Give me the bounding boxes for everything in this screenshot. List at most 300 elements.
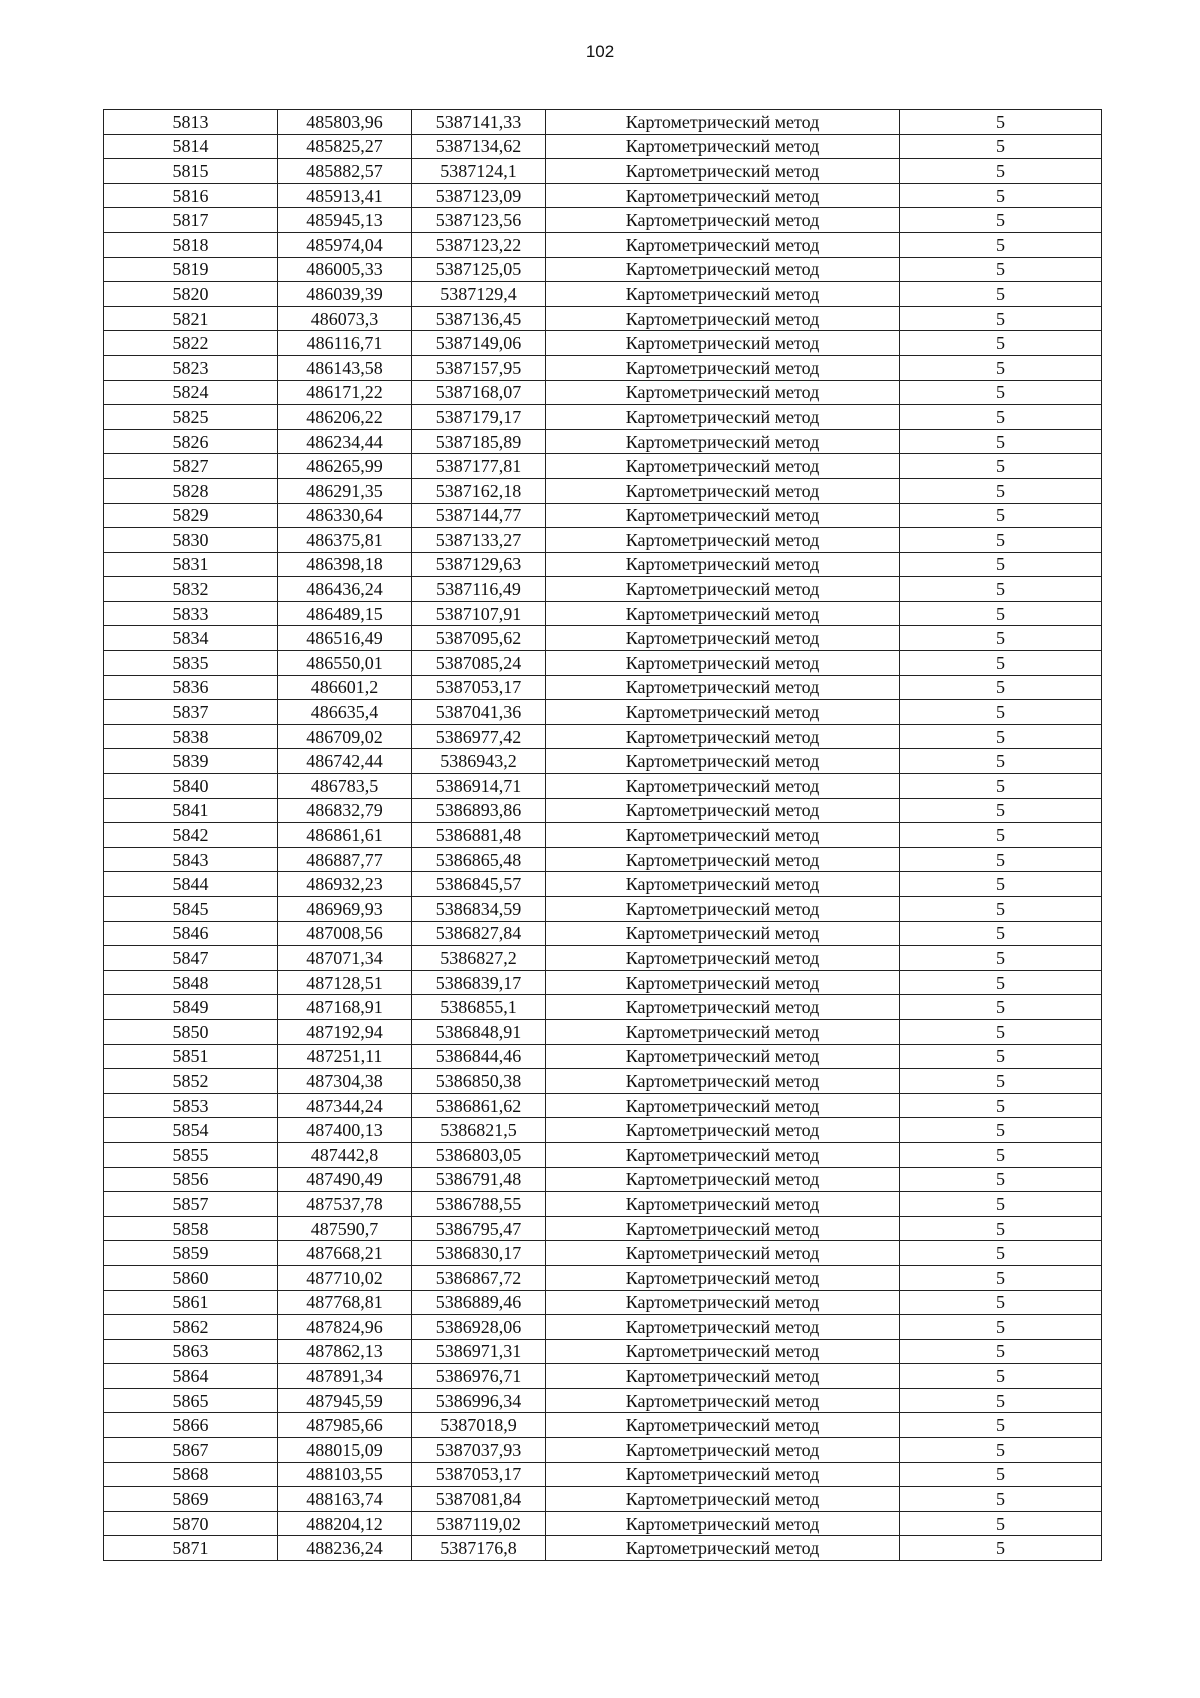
accuracy-cell: 5: [900, 626, 1102, 651]
table-row: [104, 134, 1102, 159]
accuracy-cell: 5: [900, 1069, 1102, 1094]
accuracy-cell: 5: [900, 1216, 1102, 1241]
y-coordinate-cell: 5387125,05: [412, 257, 546, 282]
method-cell: Картометрический метод: [546, 1315, 900, 1340]
accuracy-cell: 5: [900, 970, 1102, 995]
table-row: [104, 1388, 1102, 1413]
table-row: [104, 1364, 1102, 1389]
x-coordinate-cell: 488204,12: [278, 1511, 412, 1536]
accuracy-cell: 5: [900, 1487, 1102, 1512]
method-cell: Картометрический метод: [546, 208, 900, 233]
point-number-cell: 5836: [104, 675, 278, 700]
point-number-cell: 5816: [104, 183, 278, 208]
table-row: [104, 1536, 1102, 1561]
accuracy-cell: 5: [900, 183, 1102, 208]
x-coordinate-cell: 486550,01: [278, 651, 412, 676]
x-coordinate-cell: 487891,34: [278, 1364, 412, 1389]
point-number-cell: 5824: [104, 380, 278, 405]
accuracy-cell: 5: [900, 601, 1102, 626]
table-row: [104, 897, 1102, 922]
table-row: [104, 921, 1102, 946]
method-cell: Картометрический метод: [546, 1118, 900, 1143]
accuracy-cell: 5: [900, 478, 1102, 503]
x-coordinate-cell: 486073,3: [278, 306, 412, 331]
y-coordinate-cell: 5387168,07: [412, 380, 546, 405]
point-number-cell: 5855: [104, 1142, 278, 1167]
method-cell: Картометрический метод: [546, 774, 900, 799]
table-row: [104, 872, 1102, 897]
point-number-cell: 5844: [104, 872, 278, 897]
x-coordinate-cell: 487710,02: [278, 1265, 412, 1290]
table-row: [104, 1265, 1102, 1290]
point-number-cell: 5843: [104, 847, 278, 872]
table-row: [104, 724, 1102, 749]
point-number-cell: 5817: [104, 208, 278, 233]
point-number-cell: 5823: [104, 355, 278, 380]
point-number-cell: 5825: [104, 405, 278, 430]
y-coordinate-cell: 5386844,46: [412, 1044, 546, 1069]
y-coordinate-cell: 5386827,84: [412, 921, 546, 946]
x-coordinate-cell: 487668,21: [278, 1241, 412, 1266]
x-coordinate-cell: 487128,51: [278, 970, 412, 995]
x-coordinate-cell: 485913,41: [278, 183, 412, 208]
accuracy-cell: 5: [900, 1019, 1102, 1044]
x-coordinate-cell: 487008,56: [278, 921, 412, 946]
accuracy-cell: 5: [900, 1167, 1102, 1192]
accuracy-cell: 5: [900, 159, 1102, 184]
accuracy-cell: 5: [900, 651, 1102, 676]
y-coordinate-cell: 5386881,48: [412, 823, 546, 848]
y-coordinate-cell: 5386850,38: [412, 1069, 546, 1094]
table-row: [104, 159, 1102, 184]
table-row: [104, 528, 1102, 553]
table-row: [104, 306, 1102, 331]
point-number-cell: 5848: [104, 970, 278, 995]
table-row: [104, 454, 1102, 479]
y-coordinate-cell: 5386977,42: [412, 724, 546, 749]
x-coordinate-cell: 486143,58: [278, 355, 412, 380]
x-coordinate-cell: 488236,24: [278, 1536, 412, 1561]
table-row: [104, 626, 1102, 651]
method-cell: Картометрический метод: [546, 798, 900, 823]
point-number-cell: 5840: [104, 774, 278, 799]
x-coordinate-cell: 488163,74: [278, 1487, 412, 1512]
method-cell: Картометрический метод: [546, 355, 900, 380]
y-coordinate-cell: 5386867,72: [412, 1265, 546, 1290]
table-row: [104, 774, 1102, 799]
x-coordinate-cell: 486969,93: [278, 897, 412, 922]
point-number-cell: 5838: [104, 724, 278, 749]
method-cell: Картометрический метод: [546, 232, 900, 257]
accuracy-cell: 5: [900, 1118, 1102, 1143]
table-row: [104, 1167, 1102, 1192]
method-cell: Картометрический метод: [546, 331, 900, 356]
y-coordinate-cell: 5387149,06: [412, 331, 546, 356]
table-row: [104, 1339, 1102, 1364]
table-row: [104, 1216, 1102, 1241]
y-coordinate-cell: 5387144,77: [412, 503, 546, 528]
accuracy-cell: 5: [900, 1315, 1102, 1340]
point-number-cell: 5849: [104, 995, 278, 1020]
table-row: [104, 503, 1102, 528]
accuracy-cell: 5: [900, 1438, 1102, 1463]
table-row: [104, 1487, 1102, 1512]
method-cell: Картометрический метод: [546, 1413, 900, 1438]
method-cell: Картометрический метод: [546, 528, 900, 553]
y-coordinate-cell: 5386893,86: [412, 798, 546, 823]
point-number-cell: 5834: [104, 626, 278, 651]
x-coordinate-cell: 487768,81: [278, 1290, 412, 1315]
y-coordinate-cell: 5387176,8: [412, 1536, 546, 1561]
method-cell: Картометрический метод: [546, 970, 900, 995]
y-coordinate-cell: 5387129,63: [412, 552, 546, 577]
accuracy-cell: 5: [900, 282, 1102, 307]
table-row: [104, 110, 1102, 135]
method-cell: Картометрический метод: [546, 651, 900, 676]
x-coordinate-cell: 488015,09: [278, 1438, 412, 1463]
method-cell: Картометрический метод: [546, 995, 900, 1020]
y-coordinate-cell: 5387116,49: [412, 577, 546, 602]
method-cell: Картометрический метод: [546, 429, 900, 454]
accuracy-cell: 5: [900, 355, 1102, 380]
point-number-cell: 5869: [104, 1487, 278, 1512]
coordinates-table: [103, 109, 1102, 1561]
method-cell: Картометрический метод: [546, 454, 900, 479]
y-coordinate-cell: 5387177,81: [412, 454, 546, 479]
method-cell: Картометрический метод: [546, 626, 900, 651]
accuracy-cell: 5: [900, 995, 1102, 1020]
method-cell: Картометрический метод: [546, 749, 900, 774]
method-cell: Картометрический метод: [546, 1388, 900, 1413]
accuracy-cell: 5: [900, 1339, 1102, 1364]
method-cell: Картометрический метод: [546, 134, 900, 159]
x-coordinate-cell: 486291,35: [278, 478, 412, 503]
y-coordinate-cell: 5386803,05: [412, 1142, 546, 1167]
y-coordinate-cell: 5387129,4: [412, 282, 546, 307]
table-row: [104, 1511, 1102, 1536]
y-coordinate-cell: 5386827,2: [412, 946, 546, 971]
y-coordinate-cell: 5386795,47: [412, 1216, 546, 1241]
point-number-cell: 5858: [104, 1216, 278, 1241]
table-row: [104, 970, 1102, 995]
page-number: 102: [585, 42, 615, 61]
y-coordinate-cell: 5386839,17: [412, 970, 546, 995]
point-number-cell: 5842: [104, 823, 278, 848]
method-cell: Картометрический метод: [546, 946, 900, 971]
method-cell: Картометрический метод: [546, 282, 900, 307]
method-cell: Картометрический метод: [546, 552, 900, 577]
x-coordinate-cell: 487168,91: [278, 995, 412, 1020]
y-coordinate-cell: 5387018,9: [412, 1413, 546, 1438]
y-coordinate-cell: 5387081,84: [412, 1487, 546, 1512]
accuracy-cell: 5: [900, 1388, 1102, 1413]
y-coordinate-cell: 5387053,17: [412, 675, 546, 700]
y-coordinate-cell: 5387123,56: [412, 208, 546, 233]
point-number-cell: 5826: [104, 429, 278, 454]
y-coordinate-cell: 5386889,46: [412, 1290, 546, 1315]
x-coordinate-cell: 486116,71: [278, 331, 412, 356]
x-coordinate-cell: 486861,61: [278, 823, 412, 848]
y-coordinate-cell: 5387053,17: [412, 1462, 546, 1487]
point-number-cell: 5853: [104, 1093, 278, 1118]
point-number-cell: 5863: [104, 1339, 278, 1364]
x-coordinate-cell: 486709,02: [278, 724, 412, 749]
accuracy-cell: 5: [900, 872, 1102, 897]
table-row: [104, 601, 1102, 626]
y-coordinate-cell: 5386830,17: [412, 1241, 546, 1266]
x-coordinate-cell: 485882,57: [278, 159, 412, 184]
x-coordinate-cell: 487985,66: [278, 1413, 412, 1438]
table-row: [104, 405, 1102, 430]
method-cell: Картометрический метод: [546, 1364, 900, 1389]
point-number-cell: 5832: [104, 577, 278, 602]
accuracy-cell: 5: [900, 823, 1102, 848]
table-row: [104, 478, 1102, 503]
accuracy-cell: 5: [900, 134, 1102, 159]
table-row: [104, 1241, 1102, 1266]
accuracy-cell: 5: [900, 1511, 1102, 1536]
table-row: [104, 675, 1102, 700]
accuracy-cell: 5: [900, 306, 1102, 331]
table-row: [104, 1462, 1102, 1487]
point-number-cell: 5818: [104, 232, 278, 257]
accuracy-cell: 5: [900, 528, 1102, 553]
y-coordinate-cell: 5387119,02: [412, 1511, 546, 1536]
method-cell: Картометрический метод: [546, 1265, 900, 1290]
method-cell: Картометрический метод: [546, 724, 900, 749]
x-coordinate-cell: 486375,81: [278, 528, 412, 553]
x-coordinate-cell: 486635,4: [278, 700, 412, 725]
y-coordinate-cell: 5387179,17: [412, 405, 546, 430]
table-row: [104, 700, 1102, 725]
method-cell: Картометрический метод: [546, 601, 900, 626]
y-coordinate-cell: 5387095,62: [412, 626, 546, 651]
x-coordinate-cell: 488103,55: [278, 1462, 412, 1487]
x-coordinate-cell: 487537,78: [278, 1192, 412, 1217]
x-coordinate-cell: 487490,49: [278, 1167, 412, 1192]
x-coordinate-cell: 486206,22: [278, 405, 412, 430]
y-coordinate-cell: 5386976,71: [412, 1364, 546, 1389]
accuracy-cell: 5: [900, 552, 1102, 577]
point-number-cell: 5867: [104, 1438, 278, 1463]
y-coordinate-cell: 5386788,55: [412, 1192, 546, 1217]
method-cell: Картометрический метод: [546, 110, 900, 135]
point-number-cell: 5850: [104, 1019, 278, 1044]
x-coordinate-cell: 486887,77: [278, 847, 412, 872]
method-cell: Картометрический метод: [546, 921, 900, 946]
point-number-cell: 5851: [104, 1044, 278, 1069]
x-coordinate-cell: 487251,11: [278, 1044, 412, 1069]
x-coordinate-cell: 487824,96: [278, 1315, 412, 1340]
point-number-cell: 5831: [104, 552, 278, 577]
x-coordinate-cell: 487400,13: [278, 1118, 412, 1143]
point-number-cell: 5813: [104, 110, 278, 135]
y-coordinate-cell: 5386914,71: [412, 774, 546, 799]
method-cell: Картометрический метод: [546, 1339, 900, 1364]
x-coordinate-cell: 487945,59: [278, 1388, 412, 1413]
table-row: [104, 1142, 1102, 1167]
table-row: [104, 798, 1102, 823]
x-coordinate-cell: 486005,33: [278, 257, 412, 282]
method-cell: Картометрический метод: [546, 257, 900, 282]
method-cell: Картометрический метод: [546, 700, 900, 725]
method-cell: Картометрический метод: [546, 1438, 900, 1463]
y-coordinate-cell: 5387123,09: [412, 183, 546, 208]
point-number-cell: 5847: [104, 946, 278, 971]
accuracy-cell: 5: [900, 749, 1102, 774]
y-coordinate-cell: 5386861,62: [412, 1093, 546, 1118]
point-number-cell: 5828: [104, 478, 278, 503]
method-cell: Картометрический метод: [546, 405, 900, 430]
y-coordinate-cell: 5387085,24: [412, 651, 546, 676]
y-coordinate-cell: 5387124,1: [412, 159, 546, 184]
table-row: [104, 208, 1102, 233]
accuracy-cell: 5: [900, 1290, 1102, 1315]
x-coordinate-cell: 486601,2: [278, 675, 412, 700]
method-cell: Картометрический метод: [546, 823, 900, 848]
x-coordinate-cell: 485825,27: [278, 134, 412, 159]
method-cell: Картометрический метод: [546, 897, 900, 922]
table-row: [104, 331, 1102, 356]
accuracy-cell: 5: [900, 577, 1102, 602]
accuracy-cell: 5: [900, 380, 1102, 405]
table-row: [104, 282, 1102, 307]
accuracy-cell: 5: [900, 1044, 1102, 1069]
method-cell: Картометрический метод: [546, 1019, 900, 1044]
table-row: [104, 232, 1102, 257]
accuracy-cell: 5: [900, 429, 1102, 454]
table-row: [104, 946, 1102, 971]
y-coordinate-cell: 5386865,48: [412, 847, 546, 872]
table-row: [104, 429, 1102, 454]
y-coordinate-cell: 5386855,1: [412, 995, 546, 1020]
method-cell: Картометрический метод: [546, 478, 900, 503]
accuracy-cell: 5: [900, 1462, 1102, 1487]
method-cell: Картометрический метод: [546, 1241, 900, 1266]
x-coordinate-cell: 485803,96: [278, 110, 412, 135]
method-cell: Картометрический метод: [546, 1216, 900, 1241]
point-number-cell: 5862: [104, 1315, 278, 1340]
table-row: [104, 1413, 1102, 1438]
point-number-cell: 5821: [104, 306, 278, 331]
x-coordinate-cell: 486436,24: [278, 577, 412, 602]
accuracy-cell: 5: [900, 110, 1102, 135]
accuracy-cell: 5: [900, 1364, 1102, 1389]
point-number-cell: 5857: [104, 1192, 278, 1217]
point-number-cell: 5846: [104, 921, 278, 946]
method-cell: Картометрический метод: [546, 847, 900, 872]
point-number-cell: 5866: [104, 1413, 278, 1438]
point-number-cell: 5819: [104, 257, 278, 282]
accuracy-cell: 5: [900, 1142, 1102, 1167]
point-number-cell: 5835: [104, 651, 278, 676]
y-coordinate-cell: 5387134,62: [412, 134, 546, 159]
y-coordinate-cell: 5387107,91: [412, 601, 546, 626]
point-number-cell: 5839: [104, 749, 278, 774]
method-cell: Картометрический метод: [546, 577, 900, 602]
point-number-cell: 5852: [104, 1069, 278, 1094]
y-coordinate-cell: 5386821,5: [412, 1118, 546, 1143]
point-number-cell: 5841: [104, 798, 278, 823]
accuracy-cell: 5: [900, 946, 1102, 971]
y-coordinate-cell: 5387123,22: [412, 232, 546, 257]
x-coordinate-cell: 486932,23: [278, 872, 412, 897]
table-row: [104, 355, 1102, 380]
table-body: [104, 110, 1102, 1561]
method-cell: Картометрический метод: [546, 1511, 900, 1536]
point-number-cell: 5870: [104, 1511, 278, 1536]
x-coordinate-cell: 487344,24: [278, 1093, 412, 1118]
method-cell: Картометрический метод: [546, 503, 900, 528]
x-coordinate-cell: 485974,04: [278, 232, 412, 257]
x-coordinate-cell: 485945,13: [278, 208, 412, 233]
point-number-cell: 5859: [104, 1241, 278, 1266]
method-cell: Картометрический метод: [546, 1290, 900, 1315]
accuracy-cell: 5: [900, 675, 1102, 700]
table-row: [104, 1290, 1102, 1315]
table-row: [104, 1019, 1102, 1044]
point-number-cell: 5861: [104, 1290, 278, 1315]
x-coordinate-cell: 487442,8: [278, 1142, 412, 1167]
y-coordinate-cell: 5387136,45: [412, 306, 546, 331]
accuracy-cell: 5: [900, 503, 1102, 528]
y-coordinate-cell: 5387037,93: [412, 1438, 546, 1463]
y-coordinate-cell: 5387185,89: [412, 429, 546, 454]
point-number-cell: 5854: [104, 1118, 278, 1143]
table-row: [104, 749, 1102, 774]
accuracy-cell: 5: [900, 232, 1102, 257]
y-coordinate-cell: 5387157,95: [412, 355, 546, 380]
accuracy-cell: 5: [900, 798, 1102, 823]
x-coordinate-cell: 487590,7: [278, 1216, 412, 1241]
method-cell: Картометрический метод: [546, 1167, 900, 1192]
x-coordinate-cell: 487304,38: [278, 1069, 412, 1094]
point-number-cell: 5868: [104, 1462, 278, 1487]
accuracy-cell: 5: [900, 454, 1102, 479]
point-number-cell: 5860: [104, 1265, 278, 1290]
y-coordinate-cell: 5387041,36: [412, 700, 546, 725]
x-coordinate-cell: 486783,5: [278, 774, 412, 799]
x-coordinate-cell: 486832,79: [278, 798, 412, 823]
table-row: [104, 847, 1102, 872]
point-number-cell: 5865: [104, 1388, 278, 1413]
method-cell: Картометрический метод: [546, 1142, 900, 1167]
point-number-cell: 5845: [104, 897, 278, 922]
x-coordinate-cell: 486039,39: [278, 282, 412, 307]
method-cell: Картометрический метод: [546, 1093, 900, 1118]
table-row: [104, 183, 1102, 208]
method-cell: Картометрический метод: [546, 872, 900, 897]
accuracy-cell: 5: [900, 897, 1102, 922]
method-cell: Картометрический метод: [546, 183, 900, 208]
table-row: [104, 257, 1102, 282]
x-coordinate-cell: 486489,15: [278, 601, 412, 626]
y-coordinate-cell: 5387133,27: [412, 528, 546, 553]
y-coordinate-cell: 5386971,31: [412, 1339, 546, 1364]
table-row: [104, 552, 1102, 577]
accuracy-cell: 5: [900, 1536, 1102, 1561]
accuracy-cell: 5: [900, 847, 1102, 872]
method-cell: Картометрический метод: [546, 1462, 900, 1487]
table-row: [104, 1093, 1102, 1118]
accuracy-cell: 5: [900, 700, 1102, 725]
x-coordinate-cell: 487862,13: [278, 1339, 412, 1364]
method-cell: Картометрический метод: [546, 159, 900, 184]
x-coordinate-cell: 487071,34: [278, 946, 412, 971]
method-cell: Картометрический метод: [546, 380, 900, 405]
table-row: [104, 995, 1102, 1020]
x-coordinate-cell: 486265,99: [278, 454, 412, 479]
